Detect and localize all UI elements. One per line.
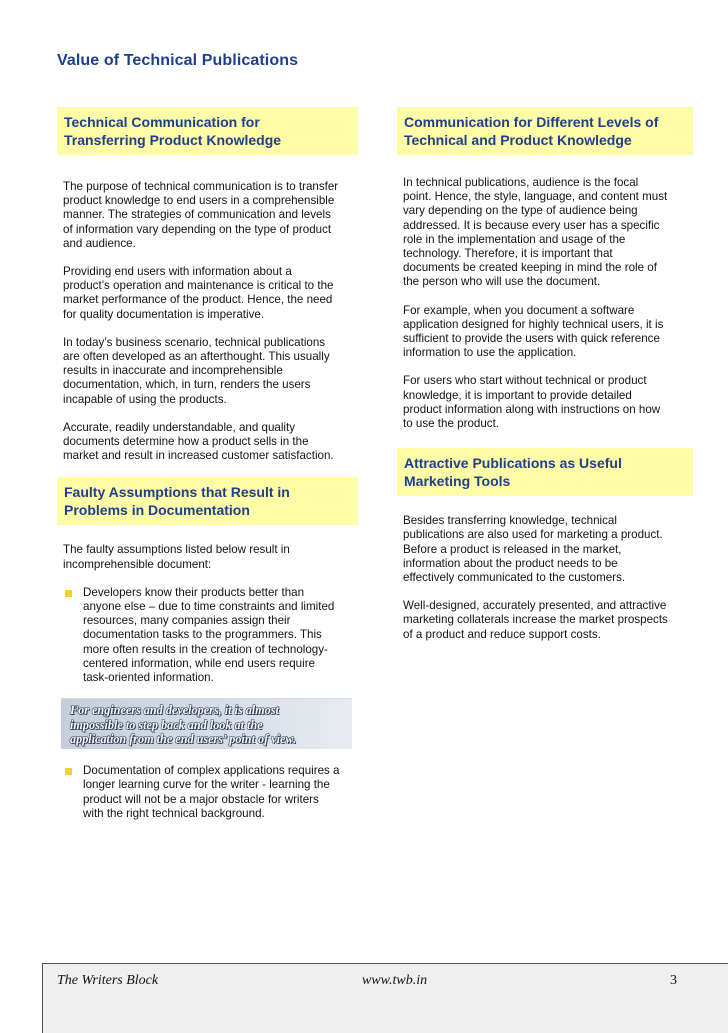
text-line: documents determine how a product sells in the	[63, 435, 309, 449]
text-line: for quality documentation is imperative.	[63, 307, 265, 321]
text-line: application designed for highly technical users, it is	[403, 317, 664, 331]
text-line: documentation, which, in turn, renders the users	[63, 378, 311, 392]
text-line: product knowledge to end users in a comprehensible	[63, 194, 335, 208]
text-line: the person who will use the document.	[403, 275, 601, 289]
text-line: effectively communicated to the customers.	[403, 571, 626, 585]
bullet-list	[57, 586, 358, 685]
section-heading-attractive-publications	[397, 448, 693, 496]
text-line: task-oriented information.	[83, 671, 214, 685]
text-line: In technical publications, audience is the focal	[403, 176, 639, 189]
text-line: knowledge, it is important to provide detailed	[403, 388, 632, 402]
text-line: point. Hence, the style, language, and content must	[403, 190, 668, 204]
heading-line: Communication for Different Levels of	[404, 114, 659, 130]
page-title: Value of Technical Publications	[57, 52, 299, 69]
text-line: vary depending on the type of audience being	[403, 204, 638, 218]
text-line: Accurate, readily understandable, and quality	[63, 420, 296, 434]
paragraph-users-without-knowledge	[397, 374, 693, 431]
text-line: information about the product needs to be	[403, 556, 618, 570]
text-line: of information vary depending on the type of product	[63, 222, 332, 236]
text-line: results in inaccurate and incomprehensible	[63, 364, 283, 378]
callout-line: impossible to step back and look at the	[70, 717, 263, 732]
paragraph-end-users	[57, 265, 358, 322]
paragraph-collaterals	[397, 599, 693, 642]
section-heading-different-levels	[397, 107, 693, 155]
text-line: incapable of using the products.	[63, 392, 227, 406]
text-line: manner. The strategies of communication and levels	[63, 208, 331, 222]
text-line: In today’s business scenario, technical publications	[63, 335, 326, 349]
footer-page-number: 3	[670, 973, 677, 988]
heading-line: Faulty Assumptions that Result in	[64, 484, 290, 501]
left-column	[57, 107, 358, 821]
callout-line: For engineers and developers, it is almost	[70, 703, 279, 718]
text-line: market and result in increased customer satisfaction.	[63, 449, 334, 463]
text-line: For users who start without technical or product	[403, 374, 647, 388]
right-column	[397, 107, 693, 642]
paragraph-audience	[397, 176, 693, 290]
text-line: Besides transferring knowledge, technical	[403, 514, 617, 528]
text-line: with the right technical background.	[83, 806, 265, 820]
square-bullet-icon	[65, 590, 72, 597]
section-heading-faulty-assumptions	[57, 477, 358, 525]
text-line: longer learning curve for the writer - learning the	[83, 778, 330, 792]
heading-line: Marketing Tools	[404, 473, 511, 490]
text-line: Well-designed, accurately presented, and attractive	[403, 599, 667, 613]
bullet-item-complex-applications	[63, 764, 354, 821]
footer-website-link[interactable]: www.twb.in	[362, 973, 428, 988]
paragraph-marketing	[397, 514, 693, 585]
text-line: publications are also used for marketing a product.	[403, 528, 663, 542]
text-line: marketing collaterals increase the market prospects	[403, 613, 668, 627]
text-line: role in the implementation and usage of the	[403, 232, 626, 246]
footer-publisher: The Writers Block	[57, 973, 159, 988]
text-line: documentation tasks to the programmers. This	[83, 628, 322, 642]
paragraph-accurate	[57, 421, 358, 464]
text-line: For example, when you document a software	[403, 303, 635, 317]
section-heading-technical-communication	[57, 107, 358, 155]
paragraph-business-scenario	[57, 336, 358, 407]
heading-line: Technical Communication for	[64, 114, 260, 130]
text-line: product information along with instructions on how	[403, 402, 661, 416]
text-line: The faulty assumptions listed below result in	[63, 543, 290, 557]
text-line: anyone else – due to time constraints and limited	[83, 600, 335, 614]
text-line: market performance of the product. Hence, the need	[63, 293, 333, 307]
text-line: documents be created keeping in mind the role of	[403, 261, 657, 275]
page-footer	[42, 963, 728, 1033]
heading-line: Technical and Product Knowledge	[404, 132, 632, 148]
text-line: more often results in the creation of technology-	[83, 642, 328, 656]
text-line: Providing end users with information about a	[63, 265, 292, 279]
text-line: centered information, while end users require	[83, 656, 315, 670]
text-line: product will not be a major obstacle for writers	[83, 792, 319, 806]
text-line: addressed. It is because every user has a specific	[403, 218, 660, 232]
callout-quote	[61, 698, 352, 749]
text-line: product’s operation and maintenance is critical to the	[63, 279, 334, 293]
bullet-item-developers	[63, 586, 354, 685]
text-line: sufficient to provide the users with quick reference	[403, 332, 660, 346]
heading-line: Problems in Documentation	[64, 502, 250, 519]
text-line: Before a product is released in the market,	[403, 542, 622, 556]
paragraph-example	[397, 304, 693, 361]
text-line: resources, many companies assign their	[83, 614, 291, 628]
text-line: The purpose of technical communication is to transfer	[63, 180, 339, 193]
square-bullet-icon	[65, 768, 72, 775]
heading-line: Transferring Product Knowledge	[64, 132, 282, 148]
text-line: Documentation of complex applications requires a	[83, 764, 340, 778]
text-line: incomprehensible document:	[63, 557, 212, 571]
text-line: are often developed as an afterthought. This usually	[63, 350, 330, 364]
bullet-list	[57, 764, 358, 821]
paragraph-purpose	[57, 180, 358, 251]
text-line: technology. Therefore, it is important that	[403, 247, 613, 261]
text-line: of a product and reduce support costs.	[403, 627, 601, 641]
text-line: and audience.	[63, 236, 136, 250]
heading-line: Attractive Publications as Useful	[404, 455, 622, 472]
paragraph-faulty-intro	[57, 543, 358, 571]
callout-line: application from the end users’ point of view.	[70, 732, 297, 747]
text-line: information to use the application.	[403, 346, 577, 360]
text-line: to use the product.	[403, 417, 500, 431]
text-line: Developers know their products better than	[83, 585, 305, 599]
